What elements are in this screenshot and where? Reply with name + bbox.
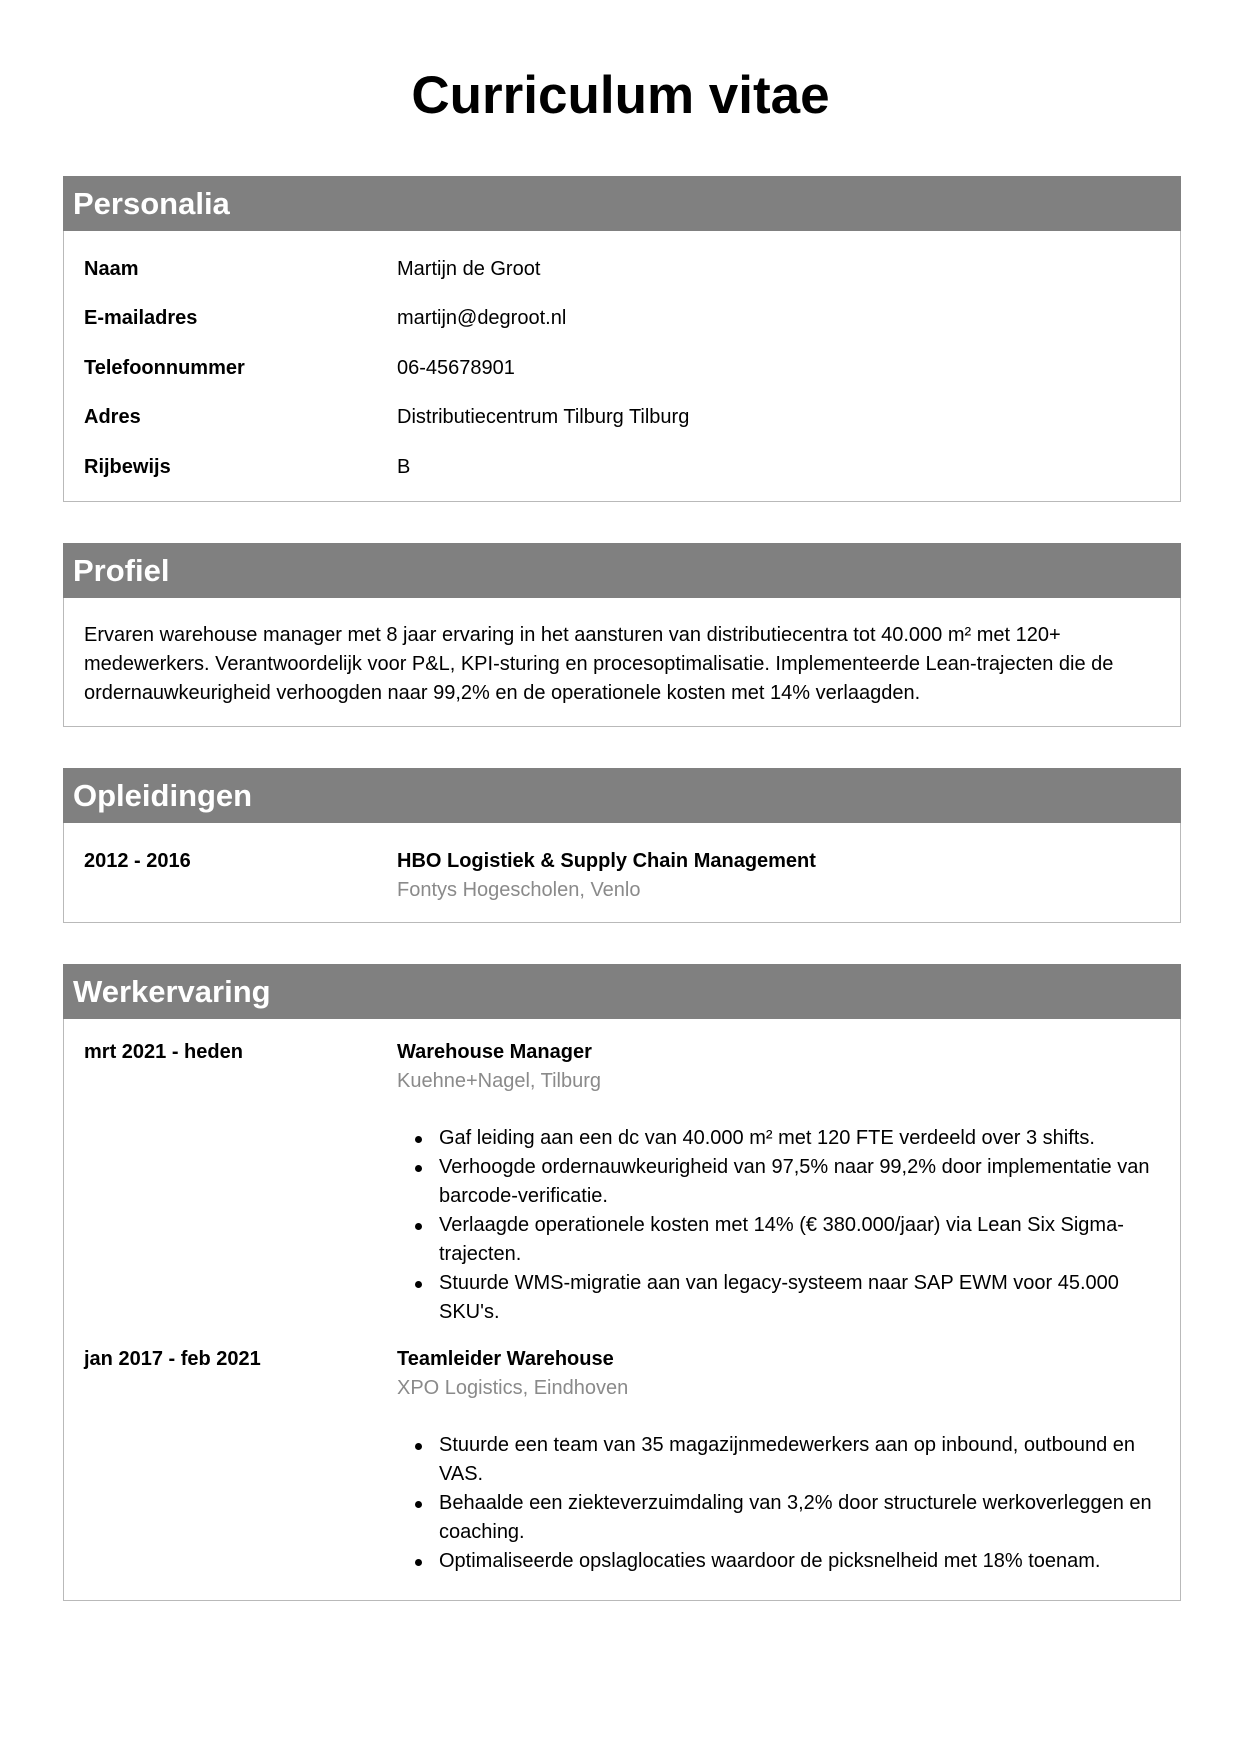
education-institution: Fontys Hogescholen, Venlo [397,879,641,901]
job-bullet: Optimaliseerde opslaglocaties waardoor de picksnelheid met 18% toenam. [439,1547,1160,1576]
job-detail [397,1345,1160,1576]
personalia-heading: Personalia [63,176,1181,231]
job-employer: XPO Logistics, Eindhoven [397,1377,629,1399]
personalia-value: martijn@degroot.nl [397,307,567,329]
personalia-value: 06-45678901 [397,357,515,379]
job-bullet: Verlaagde operationele kosten met 14% (€ 380.000/jaar) via Lean Six Sigma-trajecten. [439,1211,1160,1269]
profiel-section [63,543,1181,727]
job-bullet: Verhoogde ordernauwkeurigheid van 97,5% naar 99,2% door implementatie van barcode-verificatie. [439,1153,1160,1211]
profiel-heading: Profiel [63,543,1181,598]
profiel-text: Ervaren warehouse manager met 8 jaar ervaring in het aansturen van distributiecentra tot 40.000 m² met 120+ medewerkers. Verantwoordelijk voor P&L, KPI-sturing en procesoptimalisatie. Implementeerde Lean-trajecten die de ordernauwkeurigheid verhoogden naar 99,2% en de operationele kosten met 14% verlaagden. [84,624,1114,704]
job-detail [397,1038,1160,1327]
job-bullet: Gaf leiding aan een dc van 40.000 m² met 120 FTE verdeeld over 3 shifts. [439,1124,1160,1153]
job-period: mrt 2021 - heden [84,1041,243,1063]
job-title: Warehouse Manager [397,1041,592,1063]
job-period: jan 2017 - feb 2021 [84,1348,261,1370]
education-title: HBO Logistiek & Supply Chain Management [397,850,816,872]
opleidingen-heading: Opleidingen [63,768,1181,823]
personalia-value: Martijn de Groot [397,258,541,280]
job-bullet: Stuurde WMS-migratie aan van legacy-systeem naar SAP EWM voor 45.000 SKU's. [439,1269,1160,1327]
personalia-label: E-mailadres [84,307,198,329]
job-bullet: Behaalde een ziekteverzuimdaling van 3,2% door structurele werkoverleggen en coaching. [439,1489,1160,1547]
personalia-label: Adres [84,406,141,428]
job-bullet: Stuurde een team van 35 magazijnmedewerkers aan op inbound, outbound en VAS. [439,1431,1160,1489]
werkervaring-section [63,964,1181,1601]
education-detail [397,847,1160,905]
personalia-label: Rijbewijs [84,456,171,478]
personalia-value: Distributiecentrum Tilburg Tilburg [397,406,690,428]
personalia-value: B [397,456,411,478]
job-bullets [397,1124,1160,1327]
personalia-label: Naam [84,258,139,280]
personalia-section [63,176,1181,502]
job-employer: Kuehne+Nagel, Tilburg [397,1070,602,1092]
job-title: Teamleider Warehouse [397,1348,614,1370]
job-bullets [397,1431,1160,1576]
opleidingen-section [63,768,1181,923]
page-title: Curriculum vitae [411,66,830,125]
werkervaring-heading: Werkervaring [63,964,1181,1019]
personalia-label: Telefoonnummer [84,357,245,379]
education-period: 2012 - 2016 [84,850,191,872]
